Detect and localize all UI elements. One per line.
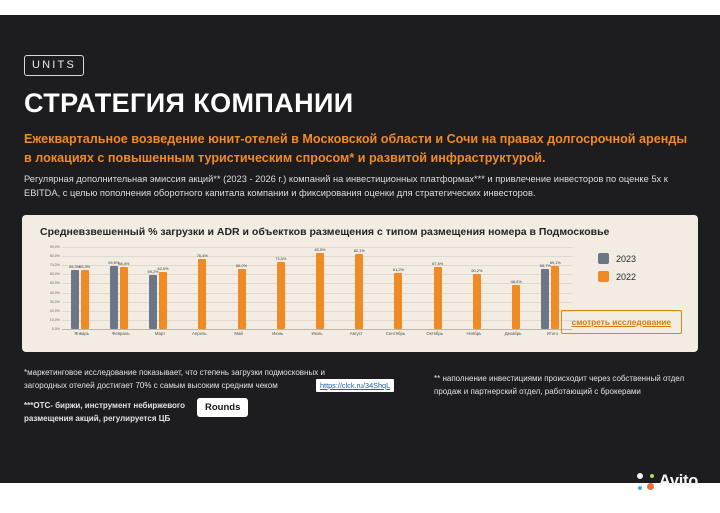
bar-group	[377, 247, 413, 329]
bar-2022-Март	[159, 272, 167, 329]
bar-2022-Январь	[81, 270, 89, 329]
bar-value-label: 83,5%	[314, 246, 326, 252]
y-axis-tick: 0,0%	[51, 327, 60, 331]
chart-legend	[598, 253, 680, 289]
bar-group	[181, 247, 217, 329]
bar-2022-Апрель	[198, 259, 206, 329]
avito-watermark	[637, 472, 698, 491]
bar-value-label: 67,6%	[432, 261, 444, 267]
bar-2023-Итого	[541, 269, 549, 329]
x-axis-label: Сентябрь	[385, 331, 406, 336]
bar-value-label: 65,7%	[539, 263, 551, 269]
y-axis-tick: 10,0%	[49, 317, 60, 322]
bar-2022-Декабрь	[512, 285, 520, 329]
view-research-button[interactable]: смотреть исследование	[561, 310, 682, 334]
bar-value-label: 61,2%	[392, 267, 404, 273]
x-axis-label: Июль	[311, 331, 323, 336]
bar-value-label: 65,3%	[69, 263, 81, 269]
bar-value-label: 60,2%	[471, 268, 483, 274]
legend-item-2022	[598, 271, 680, 282]
x-axis-label: Январь	[74, 331, 89, 336]
bar-2022-Май	[238, 269, 246, 329]
footnote-left: *маркетинговое исследование показывает, что степень загрузки подмосковных и загородных отелей достигает 70% с самым высоким средним чеком	[24, 368, 325, 390]
y-axis-tick: 50,0%	[49, 281, 60, 286]
bar-group	[338, 247, 374, 329]
page-description: Регулярная дополнительная эмиссия акций** (2023 - 2026 г.) компаний на инвестиционных платформах*** и привлечение инвесторов по оценке 5x к EBITDA, с целью пополнения оборотного капитала компании и фиксирования оценки для стратегических инвесторов.	[24, 174, 668, 198]
bar-value-label: 69,1%	[549, 260, 561, 266]
bar-2023-Март	[149, 275, 157, 329]
x-axis-label: Март	[154, 331, 166, 336]
x-axis-label: Май	[234, 331, 243, 336]
legend-swatch-2022	[598, 271, 609, 282]
page-title: СТРАТЕГИЯ КОМПАНИИ	[24, 88, 354, 118]
bar-2022-Август	[355, 254, 363, 329]
x-axis-label: Итого	[546, 331, 558, 336]
avito-wordmark: Avito	[658, 472, 698, 490]
bar-value-label: 65,3%	[79, 263, 91, 269]
bar-group	[142, 247, 178, 329]
y-axis-tick: 70,0%	[49, 263, 60, 268]
bar-value-label: 66,0%	[236, 262, 248, 268]
brand-logo: UNITS	[24, 55, 84, 76]
bar-2023-Январь	[71, 270, 79, 329]
bar-group	[495, 247, 531, 329]
bar-value-label: 48,0%	[510, 279, 522, 285]
bar-value-label: 62,6%	[157, 265, 169, 271]
bar-group	[103, 247, 139, 329]
x-axis-label: Апрель	[192, 331, 207, 336]
bar-2022-Октябрь	[434, 267, 442, 329]
x-axis-label: Август	[349, 331, 363, 336]
bar-group	[64, 247, 100, 329]
x-axis-label: Октябрь	[426, 331, 444, 336]
bar-group	[417, 247, 453, 329]
y-axis-tick: 20,0%	[49, 308, 60, 313]
bar-2022-Февраль	[120, 267, 128, 329]
bar-group	[221, 247, 257, 329]
bar-2022-Итого	[551, 266, 559, 329]
bar-2022-Июнь	[277, 262, 285, 329]
bar-group	[456, 247, 492, 329]
bar-value-label: 73,5%	[275, 256, 287, 262]
footnote-otc: ***ОТС- биржи, инструмент небиржевого размещения акций, регулируется ЦБ	[24, 401, 186, 423]
y-axis-tick: 90,0%	[49, 245, 60, 249]
bar-2022-Сентябрь	[394, 273, 402, 329]
bar-value-label: 82,1%	[353, 248, 365, 254]
rounds-badge: Rounds	[197, 398, 248, 417]
bar-value-label: 68,4%	[118, 260, 130, 266]
legend-label-2022: 2022	[616, 271, 637, 282]
chart-card	[22, 215, 698, 352]
bar-2022-Июль	[316, 253, 324, 329]
avito-logo-icon	[637, 473, 654, 490]
bar-group	[260, 247, 296, 329]
x-axis-label: Ноябрь	[466, 331, 482, 336]
footnote-right: ** наполнение инвестициями происходит через собственный отдел продаж и партнерский отдел, работающий с брокерами	[434, 374, 685, 396]
chart-axis-line	[62, 329, 572, 330]
x-axis-label: Февраль	[112, 331, 130, 336]
y-axis-tick: 40,0%	[49, 290, 60, 295]
bar-value-label: 76,4%	[196, 253, 208, 259]
bar-group	[299, 247, 335, 329]
bar-value-label: 69,6%	[108, 259, 120, 265]
legend-swatch-2023	[598, 253, 609, 264]
bar-2023-Февраль	[110, 266, 118, 329]
y-axis-tick: 30,0%	[49, 299, 60, 304]
chart-plot-area	[49, 245, 572, 336]
chart-title: Средневзвешенный % загрузки и ADR и объектков размещения с типом размещения номера в Подмосковье	[40, 226, 610, 238]
legend-label-2023: 2023	[616, 253, 637, 264]
x-axis-label: Июнь	[272, 331, 284, 336]
x-axis-label: Декабрь	[504, 331, 522, 336]
page-subtitle: Ежеквартальное возведение юнит-отелей в Московской области и Сочи на правах долгосрочной аренды в локациях с повышенным туристическим спросом* и развитой инфраструктурой.	[24, 132, 688, 165]
y-axis-tick: 80,0%	[49, 254, 60, 259]
bar-value-label: 59,2%	[147, 269, 159, 275]
research-link[interactable]: https://clck.ru/34ShqL	[316, 379, 394, 392]
bar-2022-Ноябрь	[473, 274, 481, 329]
legend-item-2023	[598, 253, 680, 264]
y-axis-tick: 60,0%	[49, 272, 60, 277]
